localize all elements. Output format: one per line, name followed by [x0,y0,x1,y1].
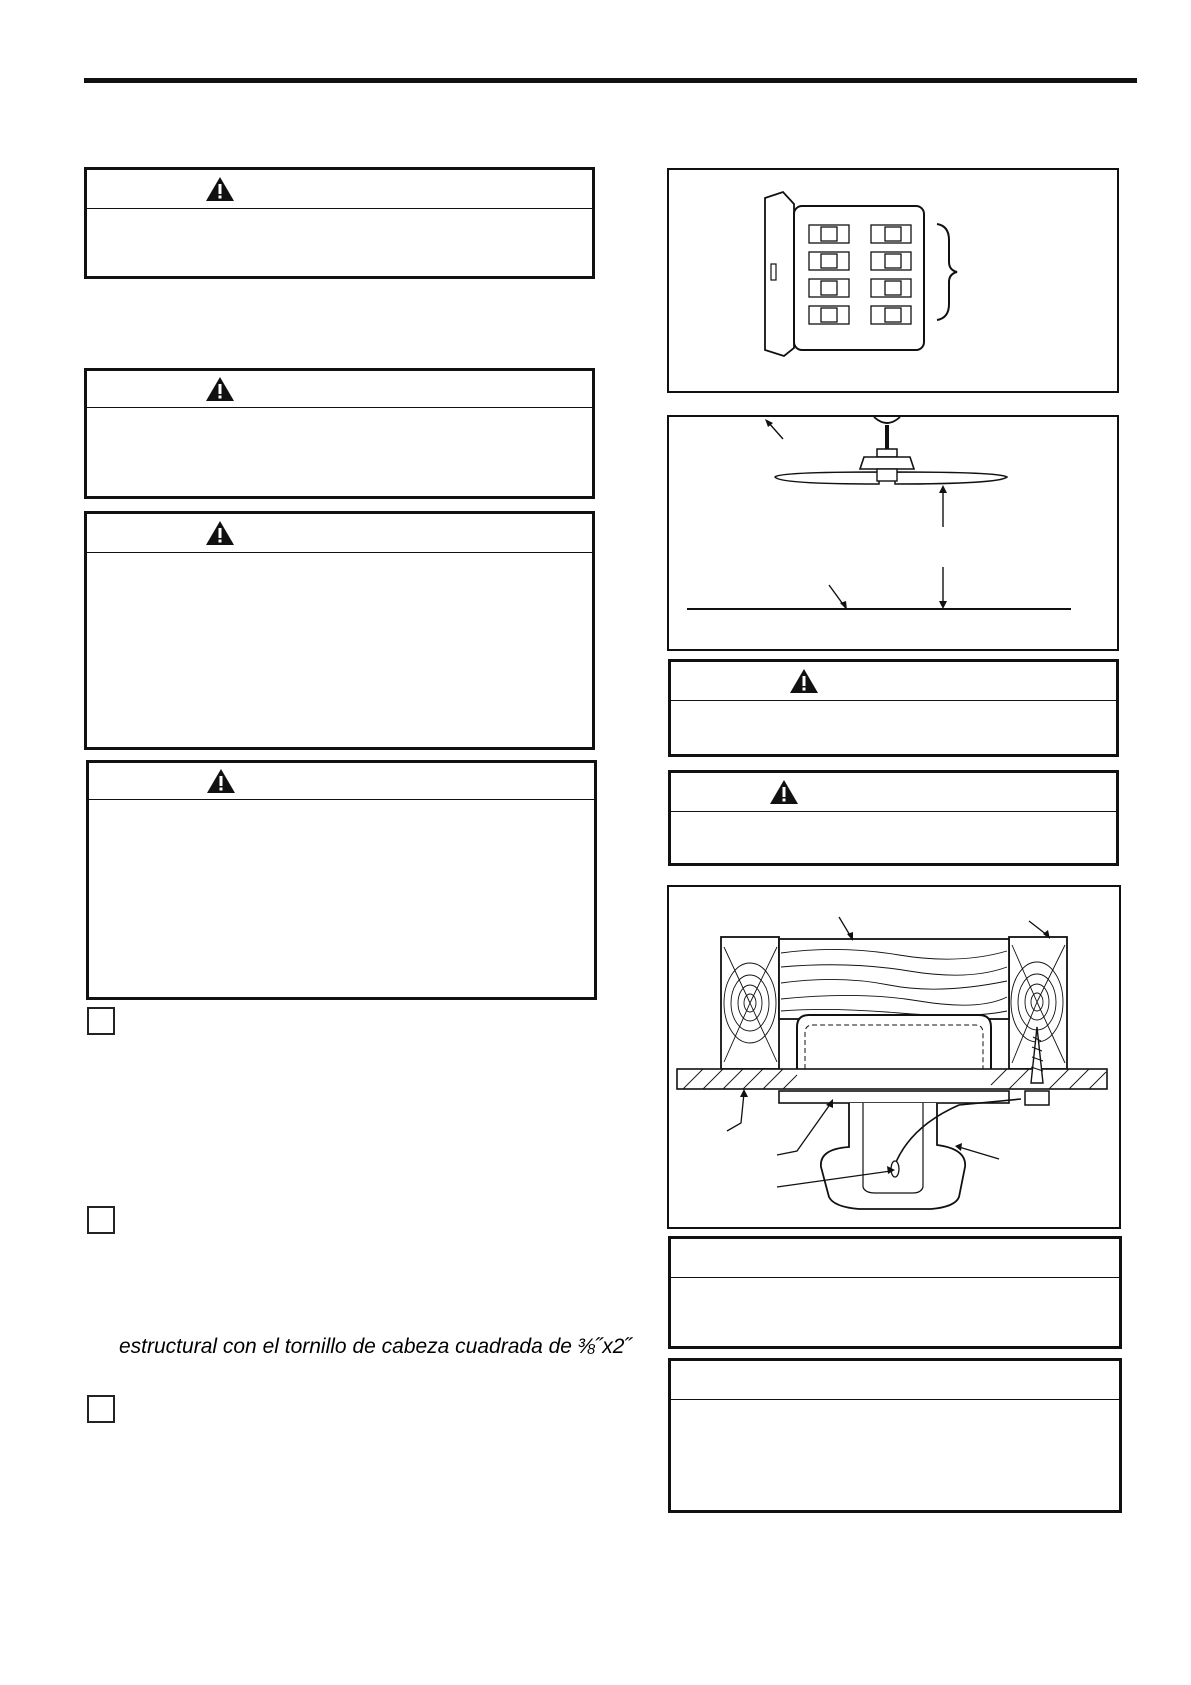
note-box-2 [668,1358,1122,1513]
warning-box-1 [84,167,595,279]
warning-box-header [671,662,1116,701]
warning-triangle-icon [206,768,236,794]
fan-clearance-figure [667,415,1119,651]
step-2-caption: estructural con el tornillo de cabeza cuadrada de ⅜˝x2˝ [119,1335,632,1358]
mounting-figure [667,885,1121,1229]
ceiling-box-mounting-illustration [669,887,1119,1227]
step-checkbox-1[interactable] [87,1007,115,1035]
warning-box-header [89,763,594,800]
warning-box-header [671,773,1116,812]
warning-box-2 [84,368,595,499]
warning-box-4 [86,760,597,1000]
note-box-1 [668,1236,1122,1349]
note-box-header [671,1361,1119,1400]
header-rule [84,78,1137,83]
note-box-header [671,1239,1119,1278]
warning-box-header [87,371,592,408]
step-checkbox-3[interactable] [87,1395,115,1423]
breaker-panel-figure [667,168,1119,393]
warning-triangle-icon [205,376,235,402]
warning-triangle-icon [205,520,235,546]
breaker-panel-illustration [669,170,1117,391]
ceiling-fan-clearance-illustration [669,417,1117,649]
step-checkbox-2[interactable] [87,1206,115,1234]
warning-box-header [87,514,592,553]
warning-triangle-icon [769,779,799,805]
warning-triangle-icon [789,668,819,694]
warning-triangle-icon [205,176,235,202]
warning-box-6 [668,770,1119,866]
warning-box-header [87,170,592,209]
warning-box-3 [84,511,595,750]
warning-box-5 [668,659,1119,757]
